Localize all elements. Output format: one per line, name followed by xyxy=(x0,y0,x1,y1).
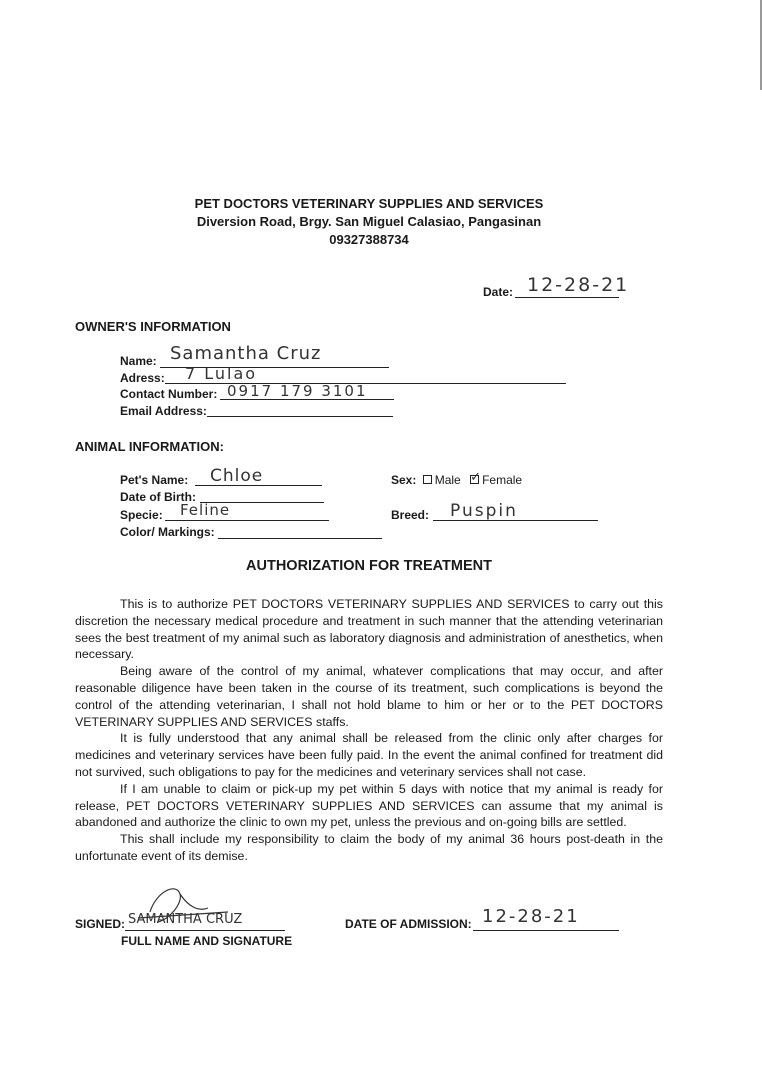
admission-label: DATE OF ADMISSION: xyxy=(345,917,472,931)
authorization-body xyxy=(75,596,663,865)
owner-contact-value: 0917 179 3101 xyxy=(227,382,368,400)
breed-value: Puspin xyxy=(450,501,518,521)
female-checkbox[interactable] xyxy=(470,469,481,484)
owner-contact-line xyxy=(220,399,394,400)
authorization-paragraph: This shall include my responsibility to claim the body of my animal 36 hours post-death in the unfortunate event of its demise. xyxy=(75,832,663,863)
authorization-paragraph: This is to authorize PET DOCTORS VETERINARY SUPPLIES AND SERVICES to carry out this discretion the necessary medical procedure and treatment in such manner that the attending veterinarian sees the best treatment of my animal such as laboratory diagnosis and administration of anesthetics, when necessary. xyxy=(75,597,663,662)
authorization-paragraph: It is fully understood that any animal shall be released from the clinic only after charges for medicines and veterinary services have been fully paid. In the event the animal confined for treatment did not survived, such obligations to pay for the medicines and veterinary services shall not case. xyxy=(75,731,663,779)
admission-value: 12-28-21 xyxy=(482,906,580,927)
authorization-paragraph: If I am unable to claim or pick-up my pet within 5 days with notice that my animal is ready for release, PET DOCTORS VETERINARY SUPPLIES AND SERVICES can assume that my animal is abandoned and authorize the clinic to own my pet, unless the previous and on-going bills are settled. xyxy=(75,781,663,830)
signature-caption: FULL NAME AND SIGNATURE xyxy=(121,934,293,948)
clinic-name: PET DOCTORS VETERINARY SUPPLIES AND SERVICES xyxy=(194,196,544,211)
male-checkbox[interactable] xyxy=(423,475,432,484)
color-line xyxy=(218,538,382,539)
specie-value: Feline xyxy=(180,501,231,519)
sex-label: Sex: xyxy=(391,473,417,487)
animal-section-title: ANIMAL INFORMATION: xyxy=(75,439,224,454)
signed-label: SIGNED: xyxy=(75,917,126,931)
owner-section-title: OWNER'S INFORMATION xyxy=(75,319,231,334)
owner-contact-label: Contact Number: xyxy=(120,387,218,401)
breed-line xyxy=(433,520,598,521)
authorization-title: AUTHORIZATION FOR TREATMENT xyxy=(246,558,492,574)
pet-name-label: Pet's Name: xyxy=(120,473,189,487)
owner-address-label: Adress: xyxy=(120,371,165,385)
owner-name-label: Name: xyxy=(120,354,157,368)
color-label: Color/ Markings: xyxy=(120,525,215,539)
specie-label: Specie: xyxy=(120,508,163,522)
owner-email-label: Email Address: xyxy=(120,404,207,418)
pet-name-line xyxy=(195,485,322,486)
clinic-address: Diversion Road, Brgy. San Miguel Calasiao, Pangasinan xyxy=(196,214,542,229)
check-mark-icon: ✓ xyxy=(470,469,481,484)
breed-label: Breed: xyxy=(391,508,430,522)
sex-field xyxy=(391,469,523,487)
admission-line xyxy=(473,930,619,931)
owner-name-value: Samantha Cruz xyxy=(170,343,322,364)
male-option-label: Male xyxy=(434,473,461,487)
date-line xyxy=(515,297,619,298)
date-label: Date: xyxy=(483,285,514,299)
signature-line xyxy=(125,930,285,931)
dob-label: Date of Birth: xyxy=(120,490,196,504)
pet-name-value: Chloe xyxy=(210,466,264,486)
signature-name: SAMANTHA CRUZ xyxy=(128,912,243,927)
female-option-label: Female xyxy=(482,473,523,487)
clinic-phone: 09327388734 xyxy=(329,232,409,247)
specie-line xyxy=(165,520,329,521)
owner-address-value: 7 Lulao xyxy=(185,364,258,383)
date-value: 12-28-21 xyxy=(527,274,630,296)
owner-email-line xyxy=(207,416,393,417)
authorization-paragraph: Being aware of the control of my animal, whatever complications that may occur, and after reasonable diligence have been taken in the course of its treatment, such complications is beyond the control of the attending veterinarian, I shall not hold blame to him or her or to the PET DOCTORS VETERINARY SUPPLIES AND SERVICES staffs. xyxy=(75,664,663,729)
